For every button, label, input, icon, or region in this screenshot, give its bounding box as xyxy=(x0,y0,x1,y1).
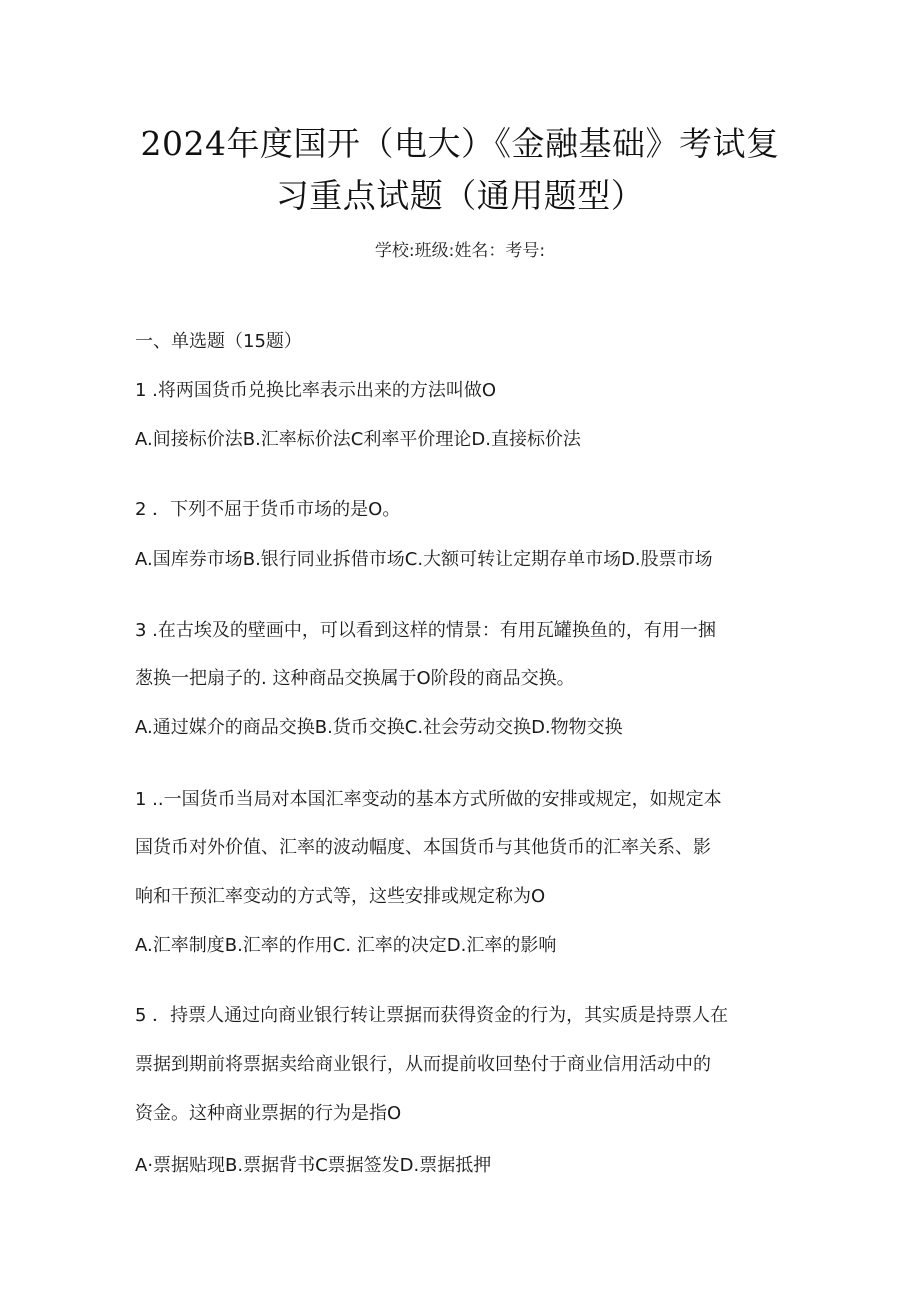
document-title-line-2: 习重点试题（通用题型） xyxy=(275,176,645,215)
question-3-stem-line-2: 葱换一把扇子的. 这种商品交换属于O阶段的商品交换。 xyxy=(135,668,575,689)
question-4-stem-line-2: 国货币对外价值、汇率的波动幅度、本国货币与其他货币的汇率关系、影 xyxy=(135,837,711,858)
question-3-options: A.通过媒介的商品交换B.货币交换C.社会劳动交换D.物物交换 xyxy=(135,717,623,738)
question-4-stem-line-3: 响和干预汇率变动的方式等，这些安排或规定称为O xyxy=(135,886,546,907)
question-2-stem-line-1: 2 ．下列不屈于货币市场的是O。 xyxy=(135,499,401,520)
question-1-stem-line-1: 1 .将两国货币兑换比率表示出来的方法叫做O xyxy=(135,380,497,401)
student-info-line: 学校:班级:姓名：考号: xyxy=(374,241,546,261)
document-title-line-1: 2024年度国开（电大）《金融基础》考试复 xyxy=(140,124,780,163)
question-5-options: A·票据贴现B.票据背书C票据签发D.票据抵押 xyxy=(135,1155,492,1176)
question-4-options: A.汇率制度B.汇率的作用C. 汇率的决定D.汇率的影响 xyxy=(135,935,557,956)
section-heading: 一、单选题（15题） xyxy=(135,331,302,352)
question-2-options: A.国库券市场B.银行同业拆借市场C.大额可转让定期存单市场D.股票市场 xyxy=(135,549,713,570)
question-3-stem-line-1: 3 .在古埃及的壁画中，可以看到这样的情景：有用瓦罐换鱼的，有用一捆 xyxy=(135,620,716,641)
question-1-options: A.间接标价法B.汇率标价法C利率平价理论D.直接标价法 xyxy=(135,429,581,450)
question-5-stem-line-3: 资金。这种商业票据的行为是指O xyxy=(135,1103,402,1124)
question-5-stem-line-2: 票据到期前将票据卖给商业银行，从而提前收回垫付于商业信用活动中的 xyxy=(135,1054,711,1075)
question-5-stem-line-1: 5 ．持票人通过向商业银行转让票据而获得资金的行为，其实质是持票人在 xyxy=(135,1005,729,1026)
question-4-stem-line-1: 1 ..一国货币当局对本国汇率变动的基本方式所做的安排或规定，如规定本 xyxy=(135,789,722,810)
